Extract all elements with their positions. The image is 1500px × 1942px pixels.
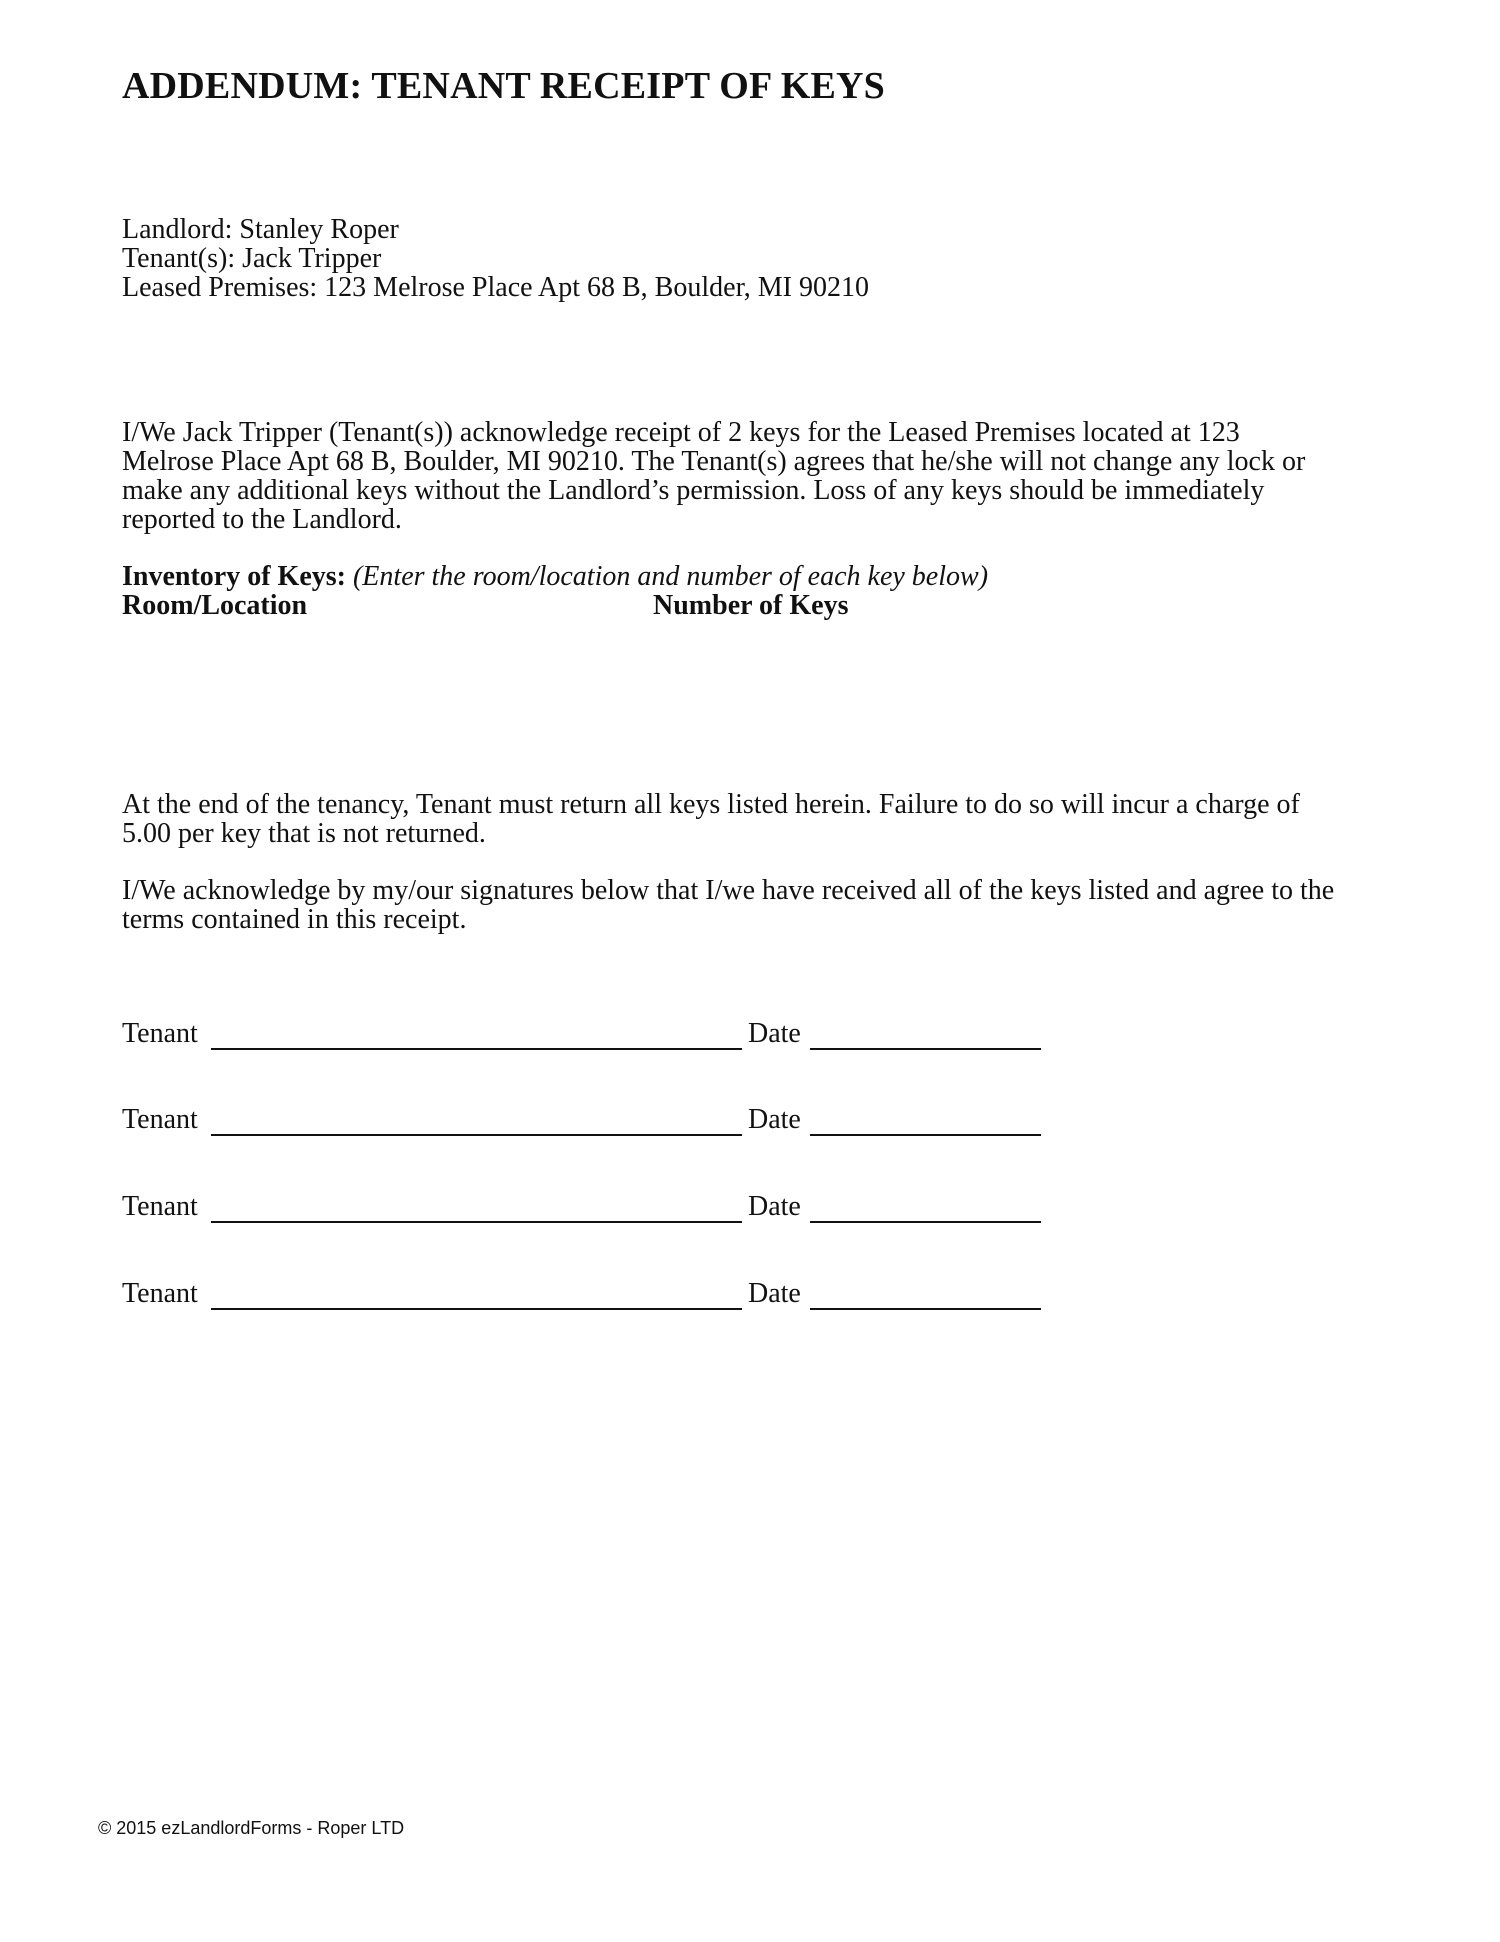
signature-row [122, 1018, 1122, 1058]
acknowledgement-paragraph [122, 418, 1402, 534]
date-line[interactable] [810, 1048, 1041, 1050]
tenant-signature-line[interactable] [211, 1134, 742, 1136]
paragraph-line: Melrose Place Apt 68 B, Boulder, MI 90210. The Tenant(s) agrees that he/she will not change any lock or [122, 446, 1306, 477]
tenants-line: Tenant(s): Jack Tripper [122, 243, 382, 274]
paragraph-line: terms contained in this receipt. [122, 904, 467, 935]
paragraph-line: At the end of the tenancy, Tenant must return all keys listed herein. Failure to do so will incur a charge of [122, 789, 1300, 820]
date-label: Date [748, 1104, 801, 1135]
tenant-signature-line[interactable] [211, 1221, 742, 1223]
tenant-label: Tenant [122, 1191, 198, 1222]
parties-info [122, 215, 869, 302]
landlord-line: Landlord: Stanley Roper [122, 214, 399, 245]
date-line[interactable] [810, 1221, 1041, 1223]
paragraph-line: make any additional keys without the Landlord’s permission. Loss of any keys should be immediately [122, 475, 1265, 506]
date-line[interactable] [810, 1134, 1041, 1136]
inventory-heading [122, 562, 988, 591]
tenant-label: Tenant [122, 1278, 198, 1309]
end-of-tenancy-paragraph [122, 790, 1402, 848]
room-location-header: Room/Location [122, 590, 308, 621]
tenant-label: Tenant [122, 1018, 198, 1049]
date-label: Date [748, 1191, 801, 1222]
inventory-label: Inventory of Keys: [122, 561, 346, 592]
paragraph-line: 5.00 per key that is not returned. [122, 818, 486, 849]
signature-row [122, 1278, 1122, 1318]
date-line[interactable] [810, 1308, 1041, 1310]
date-label: Date [748, 1278, 801, 1309]
document-title: ADDENDUM: TENANT RECEIPT OF KEYS [122, 65, 885, 107]
date-label: Date [748, 1018, 801, 1049]
tenant-signature-line[interactable] [211, 1308, 742, 1310]
inventory-hint: (Enter the room/location and number of each key below) [352, 561, 989, 592]
signature-row [122, 1191, 1122, 1231]
paragraph-line: I/We Jack Tripper (Tenant(s)) acknowledge receipt of 2 keys for the Leased Premises located at 123 [122, 417, 1240, 448]
paragraph-line: reported to the Landlord. [122, 504, 402, 535]
number-of-keys-header: Number of Keys [653, 590, 849, 621]
signature-row [122, 1104, 1122, 1144]
premises-line: Leased Premises: 123 Melrose Place Apt 68 B, Boulder, MI 90210 [122, 272, 869, 303]
tenant-signature-line[interactable] [211, 1048, 742, 1050]
signature-acknowledgement-paragraph [122, 876, 1402, 934]
paragraph-line: I/We acknowledge by my/our signatures below that I/we have received all of the keys listed and agree to the [122, 875, 1335, 906]
tenant-label: Tenant [122, 1104, 198, 1135]
copyright-footer: © 2015 ezLandlordForms - Roper LTD [98, 1818, 405, 1838]
